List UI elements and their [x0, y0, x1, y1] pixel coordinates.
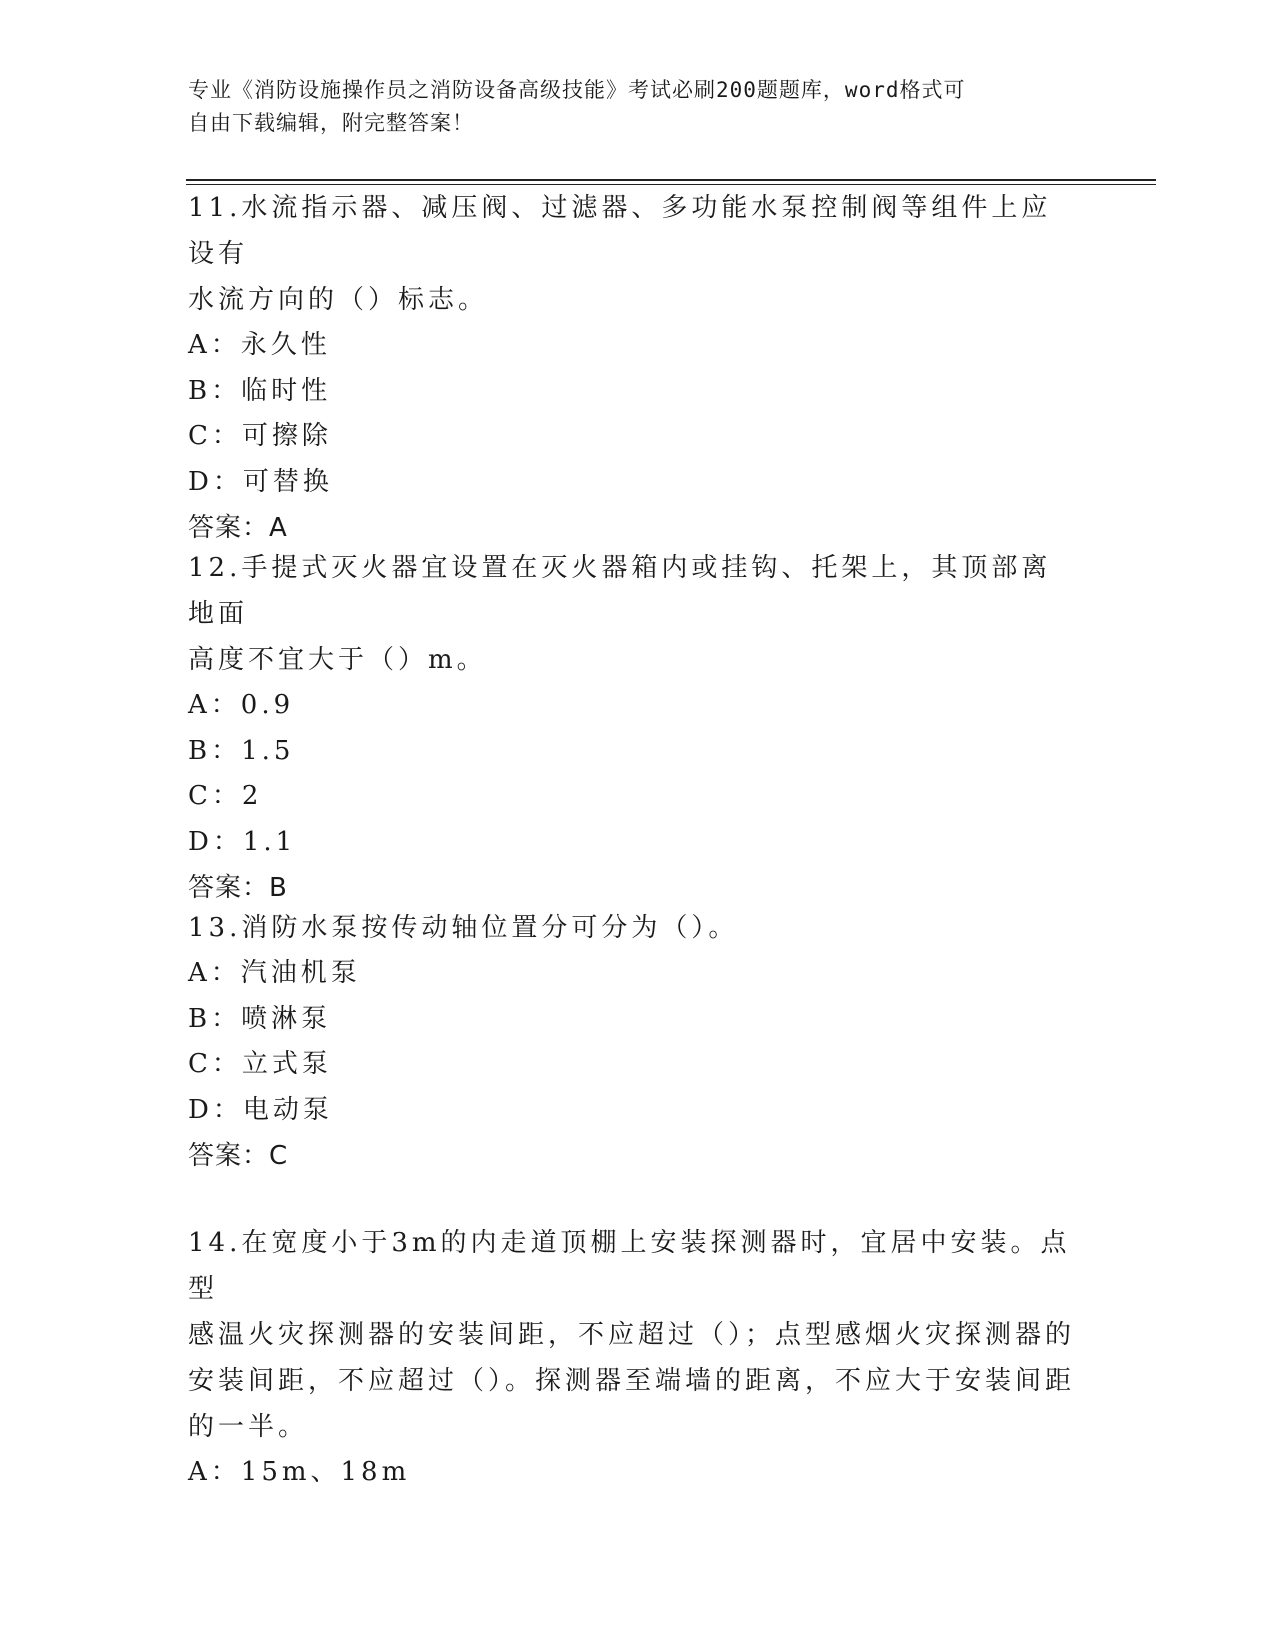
option-d: D：电动泵 — [188, 1094, 333, 1125]
option-b: B：喷淋泵 — [188, 1003, 332, 1034]
document-header — [188, 74, 1088, 140]
option-c: C：2 — [188, 781, 263, 812]
answer-line: 答案：B — [188, 873, 288, 904]
question-stem-line: 安装间距，不应超过（）。探测器至端墙的距离，不应大于安装间距 — [188, 1366, 1076, 1396]
question-stem-line: 14.在宽度小于3m的内走道顶棚上安装探测器时，宜居中安装。点型 — [188, 1228, 1071, 1304]
option-a: A：永久性 — [188, 330, 331, 360]
option-a: A：15m、18m — [188, 1457, 411, 1487]
question-stem-line: 高度不宜大于（）m。 — [188, 645, 487, 675]
answer-line: 答案：A — [188, 513, 288, 544]
option-a: A：0.9 — [188, 690, 295, 720]
question-stem-line: 感温火灾探测器的安装间距，不应超过（）；点型感烟火灾探测器的 — [188, 1320, 1076, 1350]
option-c: C：立式泵 — [188, 1049, 332, 1080]
question-12 — [188, 545, 1078, 911]
option-d: D：可替换 — [188, 466, 333, 497]
question-stem-line: 的一半。 — [188, 1412, 309, 1442]
header-divider-thick — [186, 179, 1156, 181]
question-stem-line: 11.水流指示器、减压阀、过滤器、多功能水泵控制阀等组件上应设有 — [188, 193, 1052, 269]
question-stem-line: 12.手提式灭火器宜设置在灭火器箱内或挂钩、托架上，其顶部离地面 — [188, 553, 1052, 629]
answer-line: 答案：C — [188, 1141, 289, 1172]
option-a: A：汽油机泵 — [188, 958, 361, 988]
header-line-1: 专业《消防设施操作员之消防设备高级技能》考试必刷200题题库，word格式可 — [188, 78, 966, 102]
question-11 — [188, 185, 1078, 551]
option-d: D：1.1 — [188, 826, 297, 857]
question-13 — [188, 905, 1078, 1179]
header-line-2: 自由下载编辑，附完整答案！ — [188, 111, 474, 135]
question-stem-line: 13.消防水泵按传动轴位置分可分为（）。 — [188, 913, 739, 943]
question-stem-line: 水流方向的（）标志。 — [188, 285, 489, 315]
question-14 — [188, 1220, 1078, 1496]
option-b: B：临时性 — [188, 375, 332, 406]
option-c: C：可擦除 — [188, 421, 332, 452]
option-b: B：1.5 — [188, 735, 295, 766]
